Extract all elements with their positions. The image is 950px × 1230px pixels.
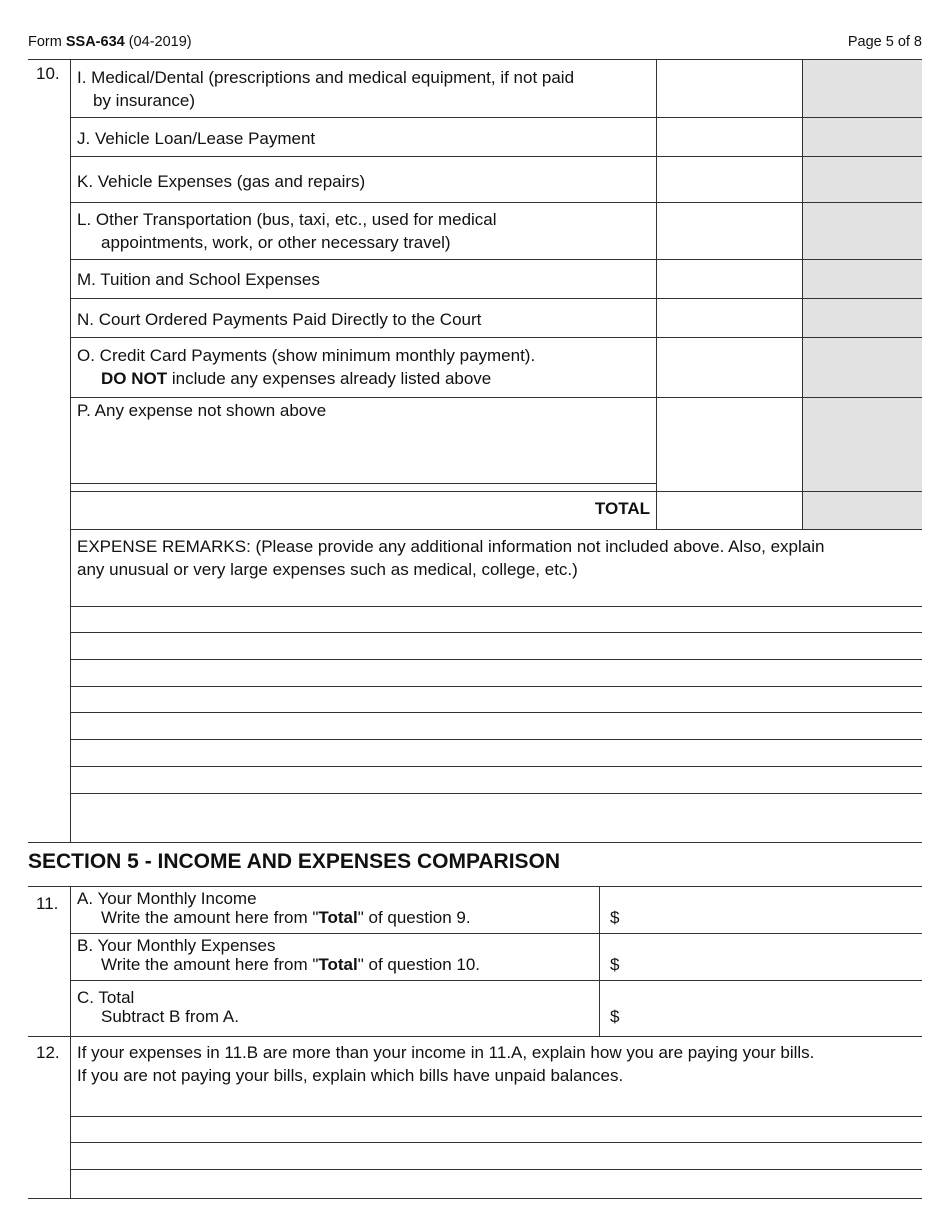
shaded-column-10i — [803, 60, 922, 117]
remarks-line[interactable] — [70, 686, 922, 687]
row-divider — [70, 337, 922, 338]
shaded-column-10k — [803, 157, 922, 202]
remarks-line[interactable] — [70, 766, 922, 767]
row-10m-label: M. Tuition and School Expenses — [77, 270, 320, 289]
q10-bottom-border — [28, 842, 922, 843]
expense-remarks-label: EXPENSE REMARKS: (Please provide any additional information not included above. Also, explain any unusual or very large expenses such as medical, college, etc.) — [77, 537, 825, 579]
question-12-text: If your expenses in 11.B are more than your income in 11.A, explain how you are paying your bills. If you are not paying your bills, explain which bills have unpaid balances. — [77, 1043, 815, 1085]
row-10k-label: K. Vehicle Expenses (gas and repairs) — [77, 172, 366, 191]
q12-answer-line[interactable] — [70, 1169, 922, 1170]
question-10-number: 10. — [36, 64, 60, 83]
q11-top-border — [28, 886, 922, 887]
row-11b-label: B. Your Monthly Expenses Write the amount here from "Total" of question 10. — [77, 936, 481, 974]
shaded-column-10n — [803, 299, 922, 337]
row-10p-label: P. Any expense not shown above — [77, 401, 327, 420]
total-label: TOTAL — [594, 499, 650, 518]
row-divider — [70, 933, 922, 934]
row-divider — [70, 259, 922, 260]
row-divider — [70, 202, 922, 203]
remarks-line[interactable] — [70, 712, 922, 713]
row-divider — [70, 529, 922, 530]
page-number: Page 5 of 8 — [847, 34, 922, 50]
remarks-line[interactable] — [70, 793, 922, 794]
row-10j-label: J. Vehicle Loan/Lease Payment — [77, 129, 316, 148]
q11-bottom-border — [28, 1036, 922, 1037]
shaded-column-total — [803, 492, 922, 529]
amount-col-left — [656, 59, 657, 529]
row-divider — [70, 298, 922, 299]
shaded-column-10j — [803, 118, 922, 156]
shaded-column-10p — [803, 398, 922, 491]
income-amount-field[interactable]: $ — [610, 908, 620, 927]
shaded-column-10o — [803, 338, 922, 397]
page-header — [28, 34, 922, 54]
row-divider — [70, 397, 922, 398]
row-divider — [70, 117, 922, 118]
row-11c-label: C. Total Subtract B from A. — [77, 988, 239, 1026]
shaded-column-10l — [803, 203, 922, 259]
remarks-line[interactable] — [70, 659, 922, 660]
row-divider — [70, 980, 922, 981]
q11-amount-divider — [599, 886, 600, 1036]
row-10p-write-line — [70, 483, 656, 484]
row-divider — [70, 491, 922, 492]
row-11a-label: A. Your Monthly Income Write the amount here from "Total" of question 9. — [77, 889, 471, 927]
row-divider — [70, 156, 922, 157]
row-10l-label: L. Other Transportation (bus, taxi, etc., used for medical appointments, work, or other necessary travel) — [77, 210, 497, 252]
expenses-amount-field[interactable]: $ — [610, 955, 620, 974]
remarks-line[interactable] — [70, 739, 922, 740]
total-amount-field[interactable]: $ — [610, 1007, 620, 1026]
q12-answer-line[interactable] — [70, 1142, 922, 1143]
q10-left-divider — [70, 59, 71, 842]
section-5-title: SECTION 5 - INCOME AND EXPENSES COMPARISON — [28, 850, 561, 873]
question-12-number: 12. — [36, 1043, 60, 1062]
remarks-line[interactable] — [70, 632, 922, 633]
row-10o-label: O. Credit Card Payments (show minimum monthly payment). DO NOT include any expenses already listed above — [77, 346, 536, 388]
q10-top-border — [28, 59, 922, 60]
row-10n-label: N. Court Ordered Payments Paid Directly to the Court — [77, 310, 482, 329]
shaded-column-10m — [803, 260, 922, 298]
form-id: Form SSA-634 (04-2019) — [28, 34, 192, 50]
question-11-number: 11. — [36, 894, 59, 913]
q12-bottom-border — [28, 1198, 922, 1199]
q12-answer-line[interactable] — [70, 1116, 922, 1117]
remarks-line[interactable] — [70, 606, 922, 607]
row-10i-label: I. Medical/Dental (prescriptions and medical equipment, if not paid by insurance) — [77, 68, 575, 110]
